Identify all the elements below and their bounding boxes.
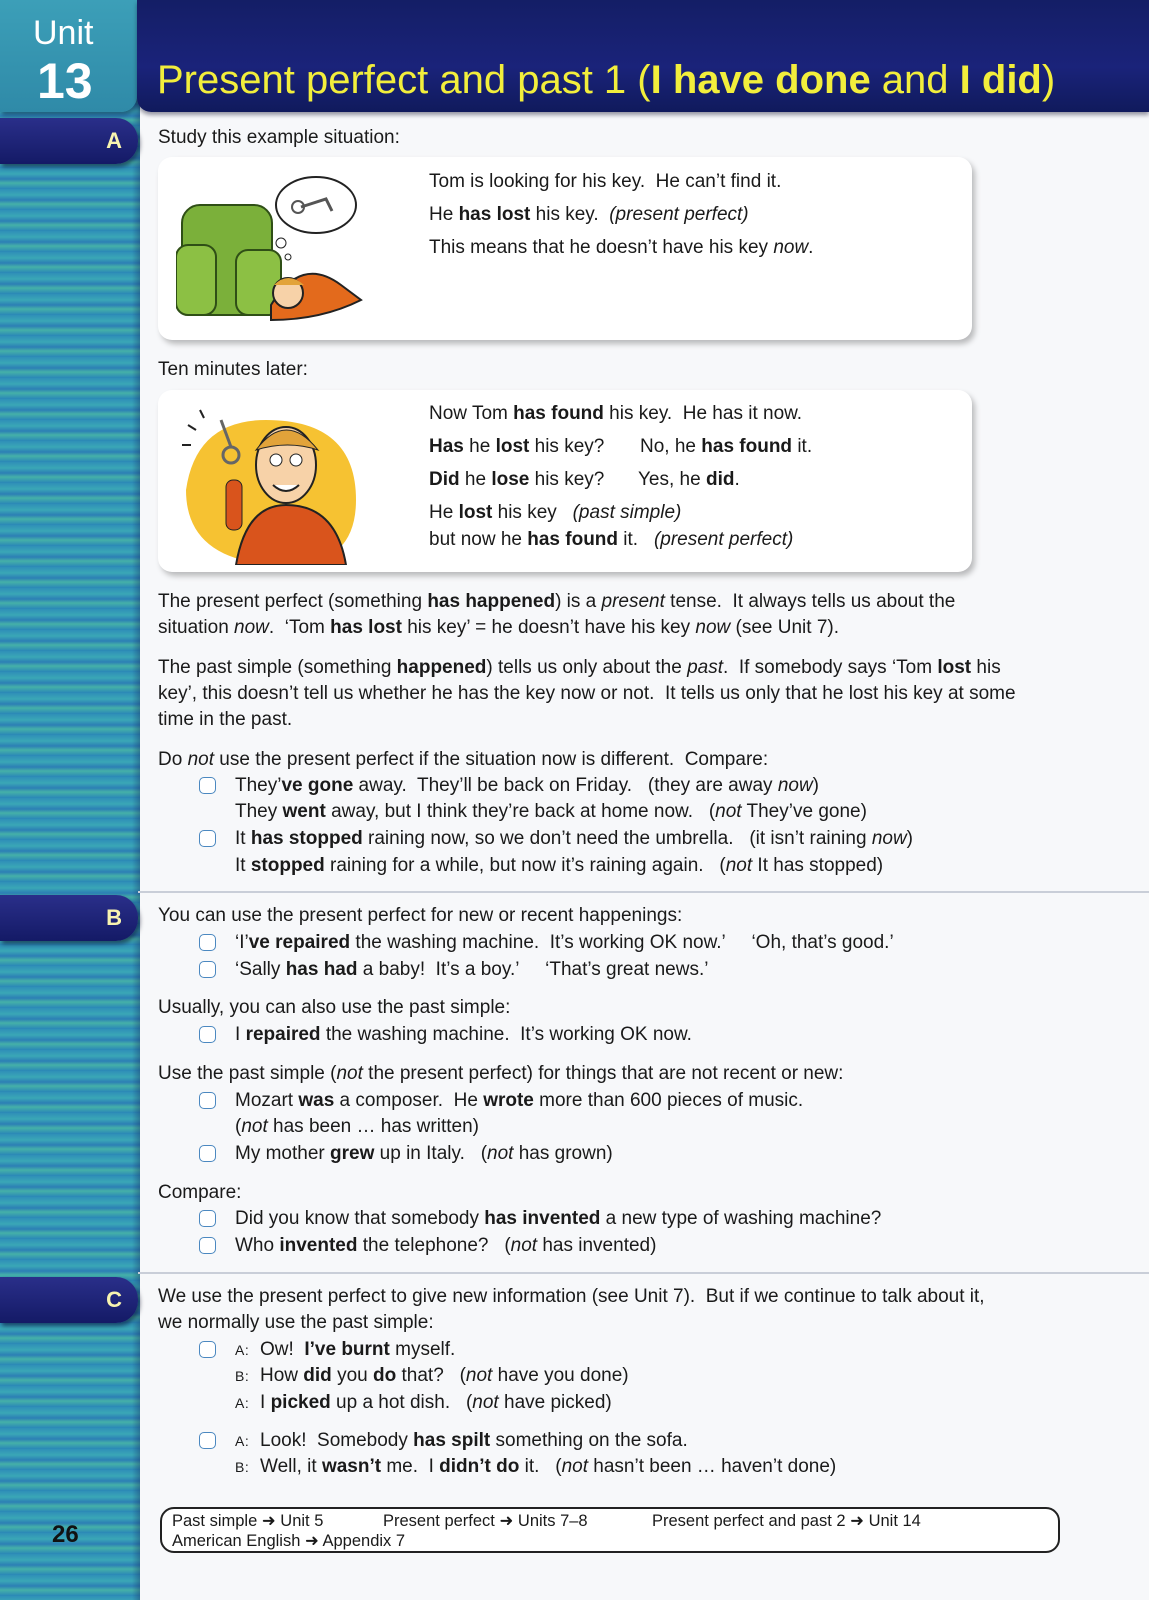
text-segment: raining now, so we don’t need the umbrella. (it isn’t raining xyxy=(362,828,872,849)
example-sentence xyxy=(235,826,913,852)
text-segment: This means that he doesn’t have his key xyxy=(429,237,774,258)
text-line xyxy=(235,853,883,879)
text-segment: Present perfect and past 1 ( xyxy=(157,58,651,102)
example-sentence xyxy=(235,1141,613,1167)
text-segment: ( xyxy=(235,1116,242,1137)
text-segment: his xyxy=(971,657,1001,678)
section-divider xyxy=(138,1272,1149,1274)
text-segment: The past simple (something xyxy=(158,657,397,678)
italic-text: now xyxy=(234,617,269,638)
text-segment: . xyxy=(808,237,814,258)
bold-text: ve repaired xyxy=(248,932,351,953)
text-segment: key’, this doesn’t tell us whether he has the key now or not. It tells us only that he lost his key at some xyxy=(158,683,1016,704)
example-bullet-icon xyxy=(199,1341,216,1358)
text-line xyxy=(429,202,749,228)
bold-text: has invented xyxy=(484,1208,601,1229)
text-line xyxy=(158,615,839,641)
bold-text: lost xyxy=(937,657,972,678)
bold-text: has stopped xyxy=(250,828,363,849)
italic-text: not xyxy=(336,1063,363,1084)
text-segment: It has stopped) xyxy=(752,855,884,876)
text-segment: you xyxy=(331,1365,373,1386)
text-segment: You can use the present perfect for new or recent happenings: xyxy=(158,905,683,926)
text-segment: Do xyxy=(158,749,188,770)
cross-reference-link[interactable] xyxy=(172,1531,405,1551)
text-segment: use the present perfect if the situation now is different. Compare: xyxy=(214,749,769,770)
text-line xyxy=(158,903,682,929)
section-divider xyxy=(138,891,1149,893)
text-line xyxy=(429,235,813,261)
text-segment: his key’ = he doesn’t have his key xyxy=(401,617,696,638)
example-bullet-icon xyxy=(199,1237,216,1254)
text-segment: his key xyxy=(492,502,573,523)
text-segment: the washing machine. It’s working OK now. xyxy=(320,1024,692,1045)
italic-text: not xyxy=(241,1116,268,1137)
section-tab-b xyxy=(0,895,138,941)
text-segment: a new type of washing machine? xyxy=(600,1208,882,1229)
text-line xyxy=(429,500,681,526)
text-line xyxy=(260,1363,629,1389)
text-segment: situation xyxy=(158,617,235,638)
text-line xyxy=(640,434,812,460)
text-segment: it. xyxy=(618,529,654,550)
text-segment: We use the present perfect to give new information (see Unit 7). But if we continue to talk about it, xyxy=(158,1286,985,1307)
text-segment: No, he xyxy=(640,436,702,457)
text-line xyxy=(260,1454,836,1480)
example-sentence xyxy=(235,957,708,983)
text-segment: ) is a xyxy=(555,591,602,612)
text-line xyxy=(638,467,740,493)
bold-text: did xyxy=(705,469,735,490)
text-segment: have you done) xyxy=(492,1365,629,1386)
italic-text: not xyxy=(561,1456,588,1477)
italic-text: now xyxy=(695,617,731,638)
text-segment: Look! Somebody xyxy=(260,1430,414,1451)
bold-text: has lost xyxy=(458,204,531,225)
text-segment: it. ( xyxy=(519,1456,562,1477)
bold-text: has found xyxy=(527,529,619,550)
text-line xyxy=(158,1310,434,1336)
cross-reference-link[interactable] xyxy=(172,1511,323,1531)
italic-text: not xyxy=(510,1235,538,1256)
bold-text: lost xyxy=(458,502,493,523)
page-title xyxy=(157,58,1055,103)
reference-topic: American English xyxy=(172,1532,301,1550)
text-line xyxy=(158,995,510,1021)
arrow-right-icon: ➜ xyxy=(850,1512,864,1530)
bold-text: ve gone xyxy=(281,775,354,796)
example-bullet-icon xyxy=(199,1210,216,1227)
example-bullet-icon xyxy=(199,830,216,847)
bold-text: I have done xyxy=(650,58,871,102)
italic-text: not xyxy=(187,749,214,770)
example-sentence xyxy=(235,1022,692,1048)
text-segment: the washing machine. It’s working OK now.’ ‘Oh, that’s good.’ xyxy=(350,932,894,953)
text-segment: Usually, you can also use the past simple: xyxy=(158,997,511,1018)
bold-text: has lost xyxy=(330,617,402,638)
text-segment: myself. xyxy=(389,1339,456,1360)
text-segment: It xyxy=(235,855,251,876)
header-banner xyxy=(137,0,1149,112)
text-segment: I xyxy=(235,1024,246,1045)
reference-target: Unit 14 xyxy=(868,1512,921,1530)
reference-topic: Present perfect xyxy=(383,1512,495,1530)
text-line xyxy=(158,357,308,383)
text-segment: more than 600 pieces of music. xyxy=(533,1090,804,1111)
example-sentence xyxy=(260,1337,455,1363)
text-segment: that? ( xyxy=(396,1365,466,1386)
italic-text: (present perfect) xyxy=(653,529,794,550)
text-segment: his key? xyxy=(529,436,605,457)
bold-text: I did xyxy=(959,58,1042,102)
text-line xyxy=(429,169,781,195)
section-letter: C xyxy=(106,1287,122,1312)
text-segment: away. They’ll be back on Friday. (they are away xyxy=(353,775,778,796)
reference-target: Unit 5 xyxy=(280,1512,324,1530)
text-line xyxy=(235,799,867,825)
text-segment: me. I xyxy=(381,1456,440,1477)
text-segment: They’ve gone) xyxy=(741,801,867,822)
text-segment: his key. xyxy=(530,204,610,225)
section-tab-c xyxy=(0,1277,138,1323)
text-line xyxy=(158,1180,241,1206)
text-segment: The present perfect (something xyxy=(158,591,428,612)
text-segment: Now Tom xyxy=(429,403,514,424)
italic-text: now xyxy=(773,237,809,258)
example-bullet-icon xyxy=(199,1432,216,1449)
unit-badge xyxy=(0,0,137,112)
text-segment: a composer. He xyxy=(334,1090,484,1111)
bold-text: Has xyxy=(429,436,464,457)
text-segment: and xyxy=(870,58,960,102)
text-segment: tense. It always tells us about the xyxy=(664,591,956,612)
text-segment: Mozart xyxy=(235,1090,299,1111)
text-line xyxy=(158,125,400,151)
bold-text: picked xyxy=(270,1392,331,1413)
text-segment: his key? xyxy=(529,469,605,490)
text-segment: his key. He has it now. xyxy=(603,403,803,424)
italic-text: present xyxy=(601,591,665,612)
example-sentence xyxy=(235,1206,881,1232)
example-sentence xyxy=(235,930,894,956)
bold-text: was xyxy=(298,1090,335,1111)
text-line xyxy=(429,467,604,493)
text-segment: up a hot dish. ( xyxy=(330,1392,473,1413)
man-holding-key-illustration xyxy=(176,400,366,565)
text-segment: Tom is looking for his key. He can’t find it. xyxy=(429,171,782,192)
example-bullet-icon xyxy=(199,1145,216,1162)
italic-text: now xyxy=(777,775,813,796)
cross-reference-link[interactable] xyxy=(652,1511,921,1531)
text-segment: have picked) xyxy=(498,1392,612,1413)
text-segment: Study this example situation: xyxy=(158,127,400,148)
example-bullet-icon xyxy=(199,961,216,978)
text-segment: ) xyxy=(906,828,913,849)
section-letter: A xyxy=(106,128,122,153)
text-segment: has grown) xyxy=(513,1143,613,1164)
italic-text: not xyxy=(487,1143,514,1164)
reference-topic: Past simple xyxy=(172,1512,258,1530)
text-segment: My mother xyxy=(235,1143,331,1164)
cross-reference-box xyxy=(160,1507,1060,1553)
cross-reference-link[interactable] xyxy=(383,1511,588,1531)
bold-text: grew xyxy=(330,1143,375,1164)
example-sentence xyxy=(235,773,819,799)
text-segment: . If somebody says ‘Tom xyxy=(723,657,938,678)
example-bullet-icon xyxy=(199,934,216,951)
italic-text: not xyxy=(725,855,753,876)
text-line xyxy=(429,401,802,427)
bold-text: I’ve burnt xyxy=(304,1339,390,1360)
italic-text: not xyxy=(472,1392,499,1413)
text-segment: Who xyxy=(235,1235,280,1256)
example-bullet-icon xyxy=(199,1092,216,1109)
text-segment: he xyxy=(459,469,492,490)
bold-text: has found xyxy=(701,436,793,457)
text-segment: It xyxy=(235,828,251,849)
bold-text: wrote xyxy=(483,1090,534,1111)
text-line xyxy=(429,434,604,460)
bold-text: do xyxy=(373,1365,397,1386)
bold-text: has spilt xyxy=(413,1430,491,1451)
arrow-right-icon: ➜ xyxy=(261,1512,276,1530)
text-segment: the present perfect) for things that are not recent or new: xyxy=(362,1063,844,1084)
example-sentence xyxy=(235,1088,803,1114)
bold-text: didn’t do xyxy=(439,1456,520,1477)
text-segment: time in the past. xyxy=(158,709,293,730)
text-line xyxy=(158,707,292,733)
text-segment: hasn’t been … haven’t done) xyxy=(588,1456,837,1477)
page-number: 26 xyxy=(52,1521,79,1548)
text-segment: ‘I’ xyxy=(235,932,249,953)
text-segment: up in Italy. ( xyxy=(374,1143,488,1164)
section-tab-a xyxy=(0,118,138,164)
bold-text: wasn’t xyxy=(321,1456,382,1477)
text-segment: Well, it xyxy=(260,1456,322,1477)
text-segment: ) xyxy=(812,775,819,796)
text-segment: Did you know that somebody xyxy=(235,1208,485,1229)
bold-text: repaired xyxy=(245,1024,321,1045)
text-segment: something on the sofa. xyxy=(490,1430,688,1451)
text-segment: he xyxy=(463,436,496,457)
text-segment: ) tells us only about the xyxy=(486,657,688,678)
unit-number: 13 xyxy=(37,53,93,109)
reference-target: Units 7–8 xyxy=(517,1512,588,1530)
text-segment: Compare: xyxy=(158,1182,242,1203)
bold-text: stopped xyxy=(250,855,325,876)
text-segment: a baby! It’s a boy.’ ‘That’s great news.’ xyxy=(357,959,709,980)
unit-label: Unit xyxy=(33,14,94,52)
italic-text: not xyxy=(465,1365,493,1386)
bold-text: Did xyxy=(429,469,460,490)
bold-text: has found xyxy=(513,403,604,424)
text-line xyxy=(260,1390,612,1416)
text-line xyxy=(158,589,955,615)
bold-text: invented xyxy=(279,1235,358,1256)
bold-text: happened xyxy=(396,657,487,678)
text-line xyxy=(429,527,793,553)
sidebar xyxy=(0,0,140,1600)
text-segment: raining for a while, but now it’s raining again. ( xyxy=(324,855,726,876)
text-line xyxy=(235,1114,479,1140)
text-segment: . xyxy=(734,469,740,490)
example-sentence xyxy=(260,1428,688,1454)
bold-text: lose xyxy=(491,469,530,490)
text-line xyxy=(158,681,1016,707)
speaker-label: B: xyxy=(235,1459,250,1475)
reference-target: Appendix 7 xyxy=(322,1532,406,1550)
text-segment: He xyxy=(429,204,459,225)
text-segment: has invented) xyxy=(537,1235,657,1256)
reference-topic: Present perfect and past 2 xyxy=(652,1512,846,1530)
text-segment: ) xyxy=(1041,58,1056,102)
text-segment: Ten minutes later: xyxy=(158,359,308,380)
section-letter: B xyxy=(106,905,122,930)
italic-text: not xyxy=(715,801,742,822)
text-segment: it. xyxy=(792,436,813,457)
text-segment: He xyxy=(429,502,459,523)
text-segment: ‘Sally xyxy=(235,959,286,980)
bold-text: has had xyxy=(285,959,358,980)
text-segment: we normally use the past simple: xyxy=(158,1312,434,1333)
bold-text: has happened xyxy=(427,591,556,612)
text-segment: Ow! xyxy=(260,1339,305,1360)
arrow-right-icon: ➜ xyxy=(304,1532,319,1550)
man-searching-for-key-illustration xyxy=(176,165,376,330)
text-segment: How xyxy=(260,1365,304,1386)
speaker-label: A: xyxy=(235,1395,250,1411)
text-line xyxy=(158,747,768,773)
bold-text: went xyxy=(282,801,326,822)
text-line xyxy=(158,1061,843,1087)
text-segment: has been … has written) xyxy=(267,1116,479,1137)
text-segment: They xyxy=(235,801,283,822)
text-segment: (see Unit 7). xyxy=(730,617,840,638)
example-sentence xyxy=(235,1233,656,1259)
text-segment: They’ xyxy=(235,775,282,796)
text-segment: Yes, he xyxy=(638,469,706,490)
arrow-right-icon: ➜ xyxy=(499,1512,514,1530)
italic-text: (present perfect) xyxy=(609,204,749,225)
text-segment: away, but I think they’re back at home now. ( xyxy=(325,801,716,822)
italic-text: past xyxy=(687,657,723,678)
text-segment: but now he xyxy=(429,529,528,550)
text-segment: I xyxy=(260,1392,271,1413)
example-bullet-icon xyxy=(199,777,216,794)
text-line xyxy=(158,655,1001,681)
italic-text: (past simple) xyxy=(572,502,682,523)
speaker-label: A: xyxy=(235,1342,250,1358)
italic-text: now xyxy=(871,828,907,849)
bold-text: lost xyxy=(495,436,530,457)
speaker-label: A: xyxy=(235,1433,250,1449)
bold-text: did xyxy=(303,1365,332,1386)
text-segment: Use the past simple ( xyxy=(158,1063,337,1084)
example-bullet-icon xyxy=(199,1026,216,1043)
text-line xyxy=(158,1284,985,1310)
text-segment: the telephone? ( xyxy=(357,1235,511,1256)
speaker-label: B: xyxy=(235,1368,250,1384)
text-segment: . ‘Tom xyxy=(268,617,331,638)
